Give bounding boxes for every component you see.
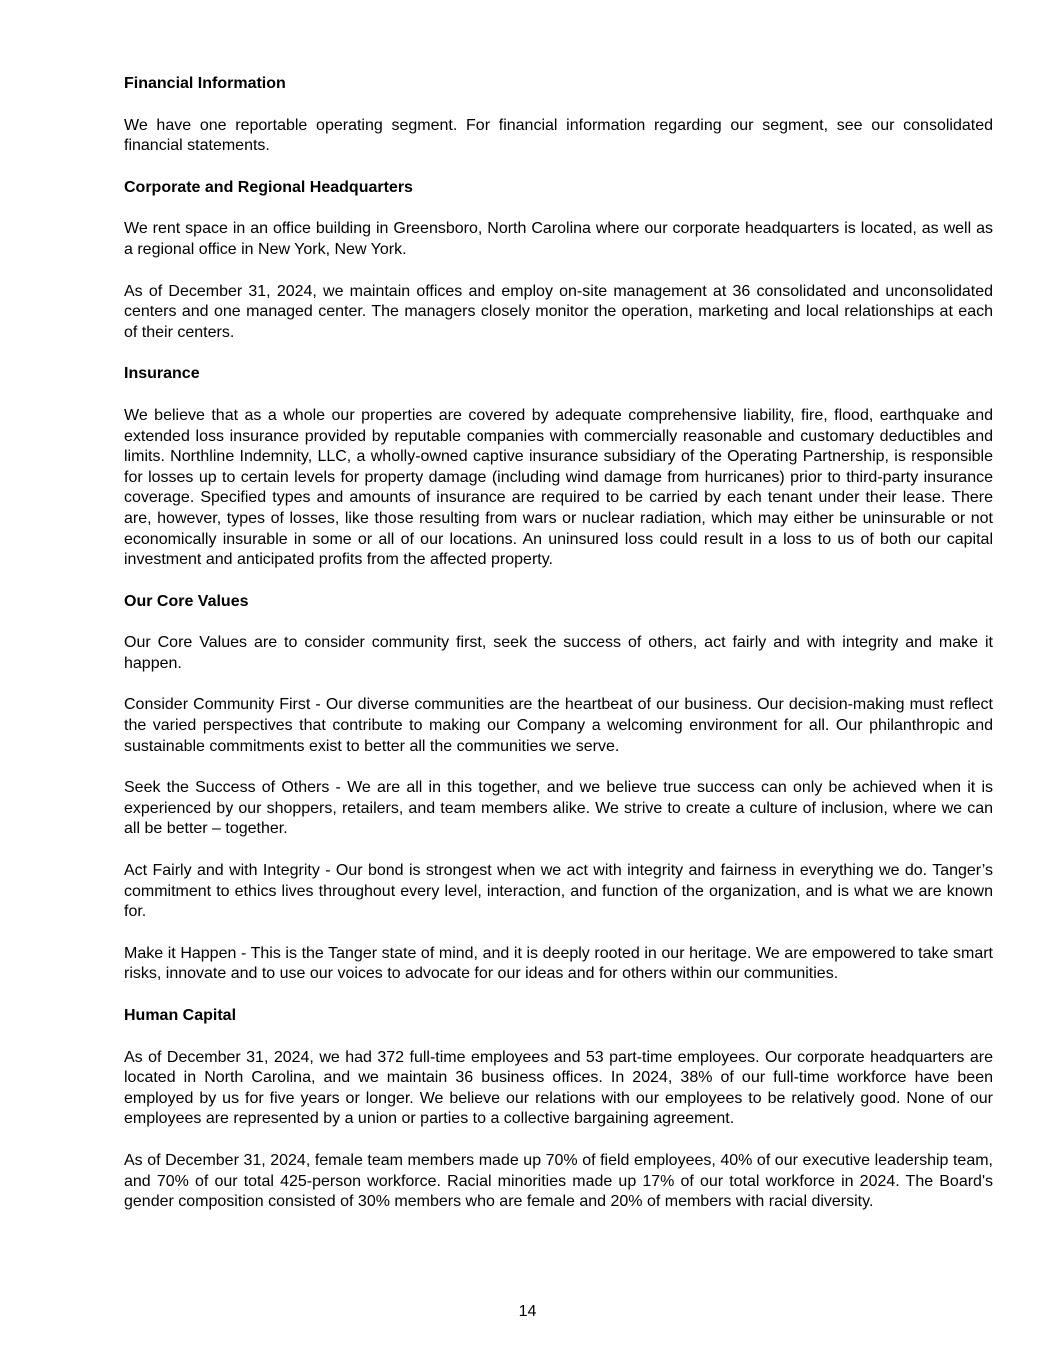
paragraph-insurance: We believe that as a whole our properties are covered by adequate comprehensive liability, fire, flood, earthquake and extended loss insurance provided by reputable companies with commercially reasonable and customary deductibles and limits. Northline Indemnity, LLC, a wholly-owned captive insurance subsidiary of the Operating Partnership, is responsible for losses up to certain levels for property damage (including wind damage from hurricanes) prior to third-party insurance coverage. Specified types and amounts of insurance are required to be carried by each tenant under their lease. There are, however, types of losses, like those resulting from wars or nuclear radiation, which may either be uninsurable or not economically insurable in some or all of our locations. An uninsured loss could result in a loss to us of both our capital investment and anticipated profits from the affected property. [124, 406, 993, 569]
page-number: 14 [518, 1303, 537, 1320]
section-heading-core-values: Our Core Values [124, 592, 249, 610]
paragraph-make-it-happen: Make it Happen - This is the Tanger state of mind, and it is deeply rooted in our heritage. We are empowered to take smart risks, innovate and to use our voices to advocate for our ideas and for others within our communities. [124, 944, 993, 983]
paragraph-employee-counts: As of December 31, 2024, we had 372 full-time employees and 53 part-time employees. Our corporate headquarters are located in North Carolina, and we maintain 36 business offices. In 2024, 38% of our full-time workforce have been employed by us for five years or longer. We believe our relations with our employees to be relatively good. None of our employees are represented by a union or parties to a collective bargaining agreement. [124, 1048, 993, 1128]
paragraph-seek-success-of-others: Seek the Success of Others - We are all in this together, and we believe true success can only be achieved when it is experienced by our shoppers, retailers, and team members alike. We strive to create a culture of inclusion, where we can all be better – together. [124, 779, 993, 838]
paragraph-consider-community-first: Consider Community First - Our diverse communities are the heartbeat of our business. Our decision-making must reflect the varied perspectives that contribute to making our Company a welcoming environment for all. Our philanthropic and sustainable commitments exist to better all the communities we serve. [124, 696, 993, 755]
paragraph-headquarters-office: We rent space in an office building in Greensboro, North Carolina where our corporate headquarters is located, as well as a regional office in New York, New York. [124, 220, 993, 258]
paragraph-onsite-management: As of December 31, 2024, we maintain offices and employ on-site management at 36 consolidated and unconsolidated centers and one managed center. The managers closely monitor the operation, marketing and local relationships at each of their centers. [124, 282, 993, 341]
paragraph-workforce-diversity: As of December 31, 2024, female team members made up 70% of field employees, 40% of our executive leadership team, and 70% of our total 425-person workforce. Racial minorities made up 17% of our total workforce in 2024. The Board's gender composition consisted of 30% members who are female and 20% of members with racial diversity. [124, 1151, 993, 1211]
section-heading-corporate-headquarters: Corporate and Regional Headquarters [124, 178, 413, 196]
paragraph-core-values-intro: Our Core Values are to consider community first, seek the success of others, act fairly and with integrity and make it happen. [124, 634, 993, 672]
paragraph-act-fairly: Act Fairly and with Integrity - Our bond is strongest when we act with integrity and fairness in everything we do. Tanger’s commitment to ethics lives throughout every level, interaction, and function of the organization, and is what we are known for. [124, 862, 993, 921]
section-heading-financial-information: Financial Information [124, 75, 286, 92]
section-heading-insurance: Insurance [124, 365, 200, 383]
section-heading-human-capital: Human Capital [124, 1007, 237, 1024]
paragraph-financial-information: We have one reportable operating segment. For financial information regarding our segment, see our consolidated financial statements. [124, 116, 993, 155]
document-body [124, 74, 993, 1234]
